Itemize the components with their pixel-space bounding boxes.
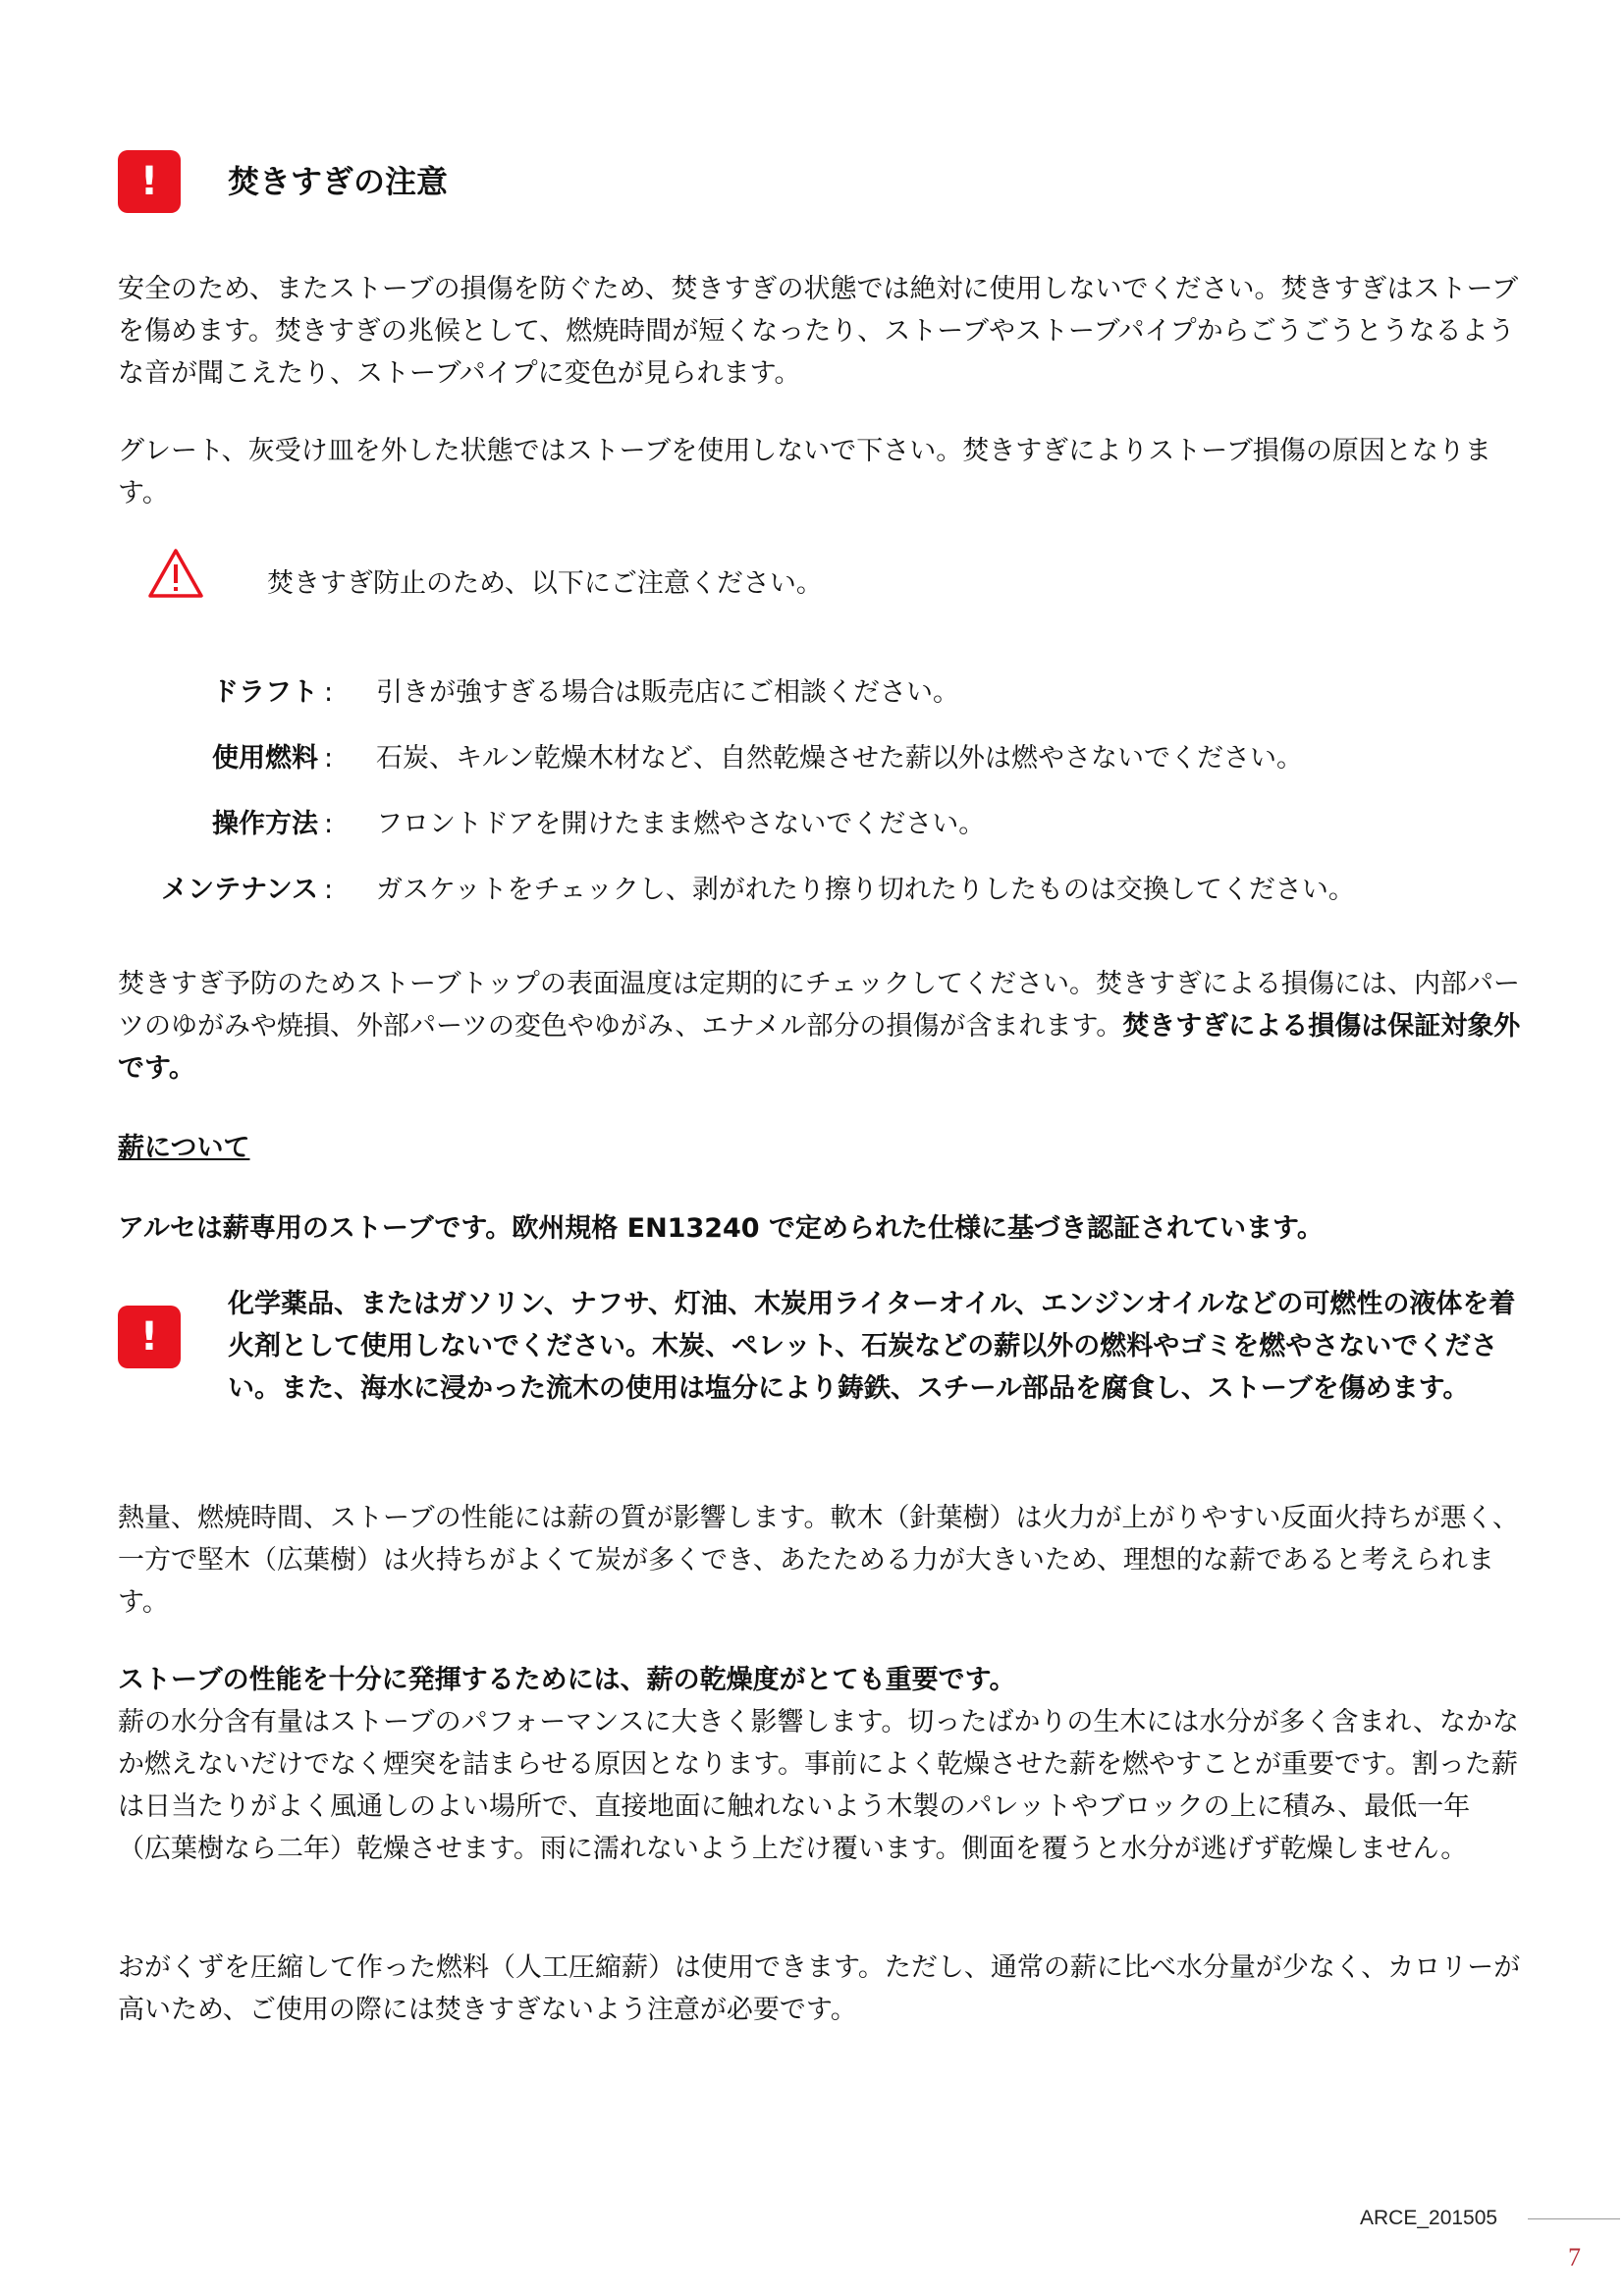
overfire-paragraph-3-text: 焚きすぎ予防のためストーブトップの表面温度は定期的にチェックしてください。焚きすぎによる損傷には、内部パーツのゆがみや焼損、外部パーツの変色やゆがみ、エナメル部分の損傷が含まれます。 [118, 969, 1521, 1041]
list-item [0, 739, 1624, 778]
wood-lead: アルセは薪専用のストーブです。欧州規格 EN13240 で定められた仕様に基づき認証されています。 [118, 1213, 1324, 1244]
section-title-wood: 薪について [118, 1133, 250, 1163]
exclamation-square-icon: ! [118, 1306, 181, 1368]
item-colon: : [324, 809, 334, 839]
wood-paragraph-3: おがくずを圧縮して作った燃料（人工圧縮薪）は使用できます。ただし、通常の薪に比べ水分量が少なく、カロリーが高いため、ご使用の際には焚きすぎないよう注意が必要です。 [118, 1952, 1521, 2025]
item-term: 操作方法 [212, 809, 318, 839]
warranty-exclusion-note: 焚きすぎによる損傷は保証対象外です。 [118, 1011, 1521, 1084]
page-number: 7 [1568, 2243, 1581, 2271]
list-item [0, 673, 1624, 713]
item-term: ドラフト [212, 677, 318, 708]
item-term: 使用燃料 [212, 743, 318, 774]
wood-paragraph-2: 薪の水分含有量はストーブのパフォーマンスに大きく影響します。切ったばかりの生木には水分が多く含まれ、なかなか燃えないだけでなく煙突を詰まらせる原因となります。事前によく乾燥させた薪を燃やすことが重要です。割った薪は日当たりがよく風通しのよい場所で、直接地面に触れないよう木製のパレットやブロックの上に積み、最低一年（広葉樹なら二年）乾燥させます。雨に濡れないよう上だけ覆います。側面を覆うと水分が逃げず乾燥しません。 [118, 1707, 1519, 1864]
item-colon: : [324, 743, 334, 774]
warning-text: 焚きすぎ防止のため、以下にご注意ください。 [267, 568, 823, 599]
overfire-paragraph-1: 安全のため、またストーブの損傷を防ぐため、焚きすぎの状態では絶対に使用しないでください。焚きすぎはストーブを傷めます。焚きすぎの兆候として、燃焼時間が短くなったり、ストーブやストーブパイプからごうごうとうなるような音が聞こえたり、ストーブパイプに変色が見られます。 [118, 274, 1519, 389]
list-item [0, 805, 1624, 844]
item-colon: : [324, 677, 334, 708]
warning-triangle-icon [147, 548, 204, 599]
wood-paragraph-1: 熱量、燃焼時間、ストーブの性能には薪の質が影響します。軟木（針葉樹）は火力が上がりやすい反面火持ちが悪く、一方で堅木（広葉樹）は火持ちがよくて炭が多くでき、あたためる力が大きいため、理想的な薪であると考えられます。 [118, 1503, 1519, 1618]
item-term: メンテナンス [161, 875, 318, 905]
wood-paragraph-2-heading: ストーブの性能を十分に発揮するためには、薪の乾燥度がとても重要です。 [118, 1665, 1016, 1695]
item-description: ガスケットをチェックし、剥がれたり擦り切れたりしたものは交換してください。 [376, 875, 1355, 905]
item-description: フロントドアを開けたまま燃やさないでください。 [376, 809, 986, 839]
footer-divider [1528, 2218, 1620, 2219]
overfire-paragraph-3 [118, 963, 1522, 1090]
list-item [0, 871, 1624, 910]
wood-callout: 化学薬品、またはガソリン、ナフサ、灯油、木炭用ライターオイル、エンジンオイルなどの可燃性の液体を着火剤として使用しないでください。木炭、ペレット、石炭などの薪以外の燃料やゴミを燃やさないでください。また、海水に浸かった流木の使用は塩分により鋳鉄、スチール部品を腐食し、ストーブを傷めます。 [228, 1289, 1516, 1404]
document-code: ARCE_201505 [1360, 2207, 1498, 2229]
section-title-overfire: 焚きすぎの注意 [228, 163, 449, 200]
item-description: 引きが強すぎる場合は販売店にご相談ください。 [376, 677, 959, 708]
item-description: 石炭、キルン乾燥木材など、自然乾燥させた薪以外は燃やさないでください。 [376, 743, 1304, 774]
exclamation-square-icon: ! [118, 150, 181, 213]
overfire-paragraph-2: グレート、灰受け皿を外した状態ではストーブを使用しないで下さい。焚きすぎによりストーブ損傷の原因となります。 [118, 436, 1491, 508]
item-colon: : [324, 875, 334, 905]
